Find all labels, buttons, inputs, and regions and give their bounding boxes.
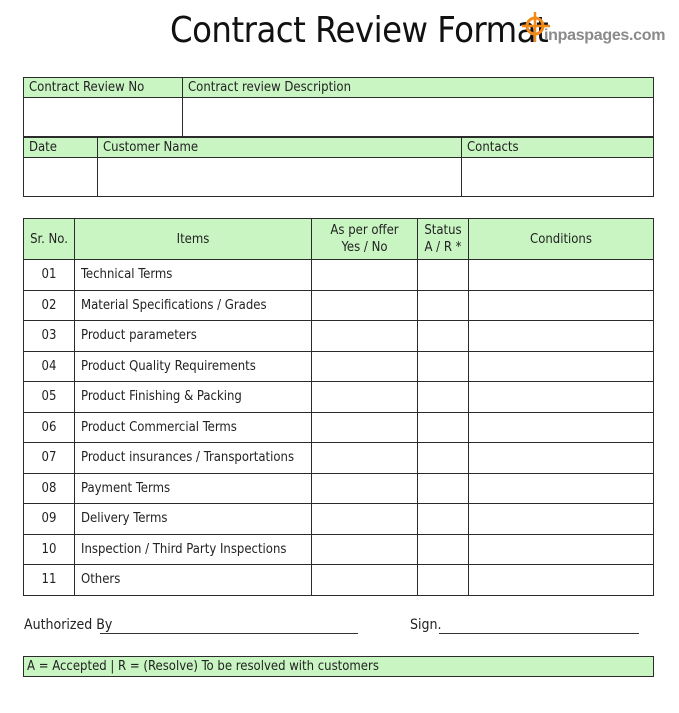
date-field[interactable] — [24, 158, 98, 197]
row-conditions-cell[interactable] — [469, 290, 654, 321]
legend-note — [23, 656, 654, 677]
table-row — [24, 321, 654, 352]
row-item: Delivery Terms — [75, 504, 312, 535]
authorized-by-label: Authorized By — [24, 617, 113, 633]
table-row — [24, 534, 654, 565]
row-item: Product Finishing & Packing — [75, 382, 312, 413]
table-row — [24, 260, 654, 291]
col-status — [418, 219, 469, 260]
row-status-cell[interactable] — [418, 473, 469, 504]
row-sr-no: 02 — [24, 290, 75, 321]
row-as-per-offer-cell[interactable] — [312, 443, 418, 474]
row-as-per-offer-cell[interactable] — [312, 565, 418, 596]
table-row — [24, 473, 654, 504]
sign-line[interactable] — [439, 633, 639, 634]
row-status-cell[interactable] — [418, 321, 469, 352]
row-as-per-offer-cell[interactable] — [312, 504, 418, 535]
row-item: Others — [75, 565, 312, 596]
row-item: Product parameters — [75, 321, 312, 352]
row-status-cell[interactable] — [418, 443, 469, 474]
row-as-per-offer-cell[interactable] — [312, 473, 418, 504]
row-item: Material Specifications / Grades — [75, 290, 312, 321]
row-sr-no: 03 — [24, 321, 75, 352]
row-item: Product insurances / Transportations — [75, 443, 312, 474]
row-conditions-cell[interactable] — [469, 321, 654, 352]
contacts-field[interactable] — [462, 158, 654, 197]
legend-note-text: A = Accepted | R = (Resolve) To be resolved with customers — [27, 659, 379, 674]
row-sr-no: 01 — [24, 260, 75, 291]
row-sr-no: 11 — [24, 565, 75, 596]
row-item: Product Commercial Terms — [75, 412, 312, 443]
row-sr-no: 04 — [24, 351, 75, 382]
row-as-per-offer-cell[interactable] — [312, 260, 418, 291]
date-label: Date — [24, 138, 98, 158]
contract-description-label: Contract review Description — [183, 78, 654, 98]
row-as-per-offer-cell[interactable] — [312, 412, 418, 443]
items-table-header — [24, 219, 654, 260]
row-sr-no: 06 — [24, 412, 75, 443]
row-conditions-cell[interactable] — [469, 382, 654, 413]
row-conditions-cell[interactable] — [469, 412, 654, 443]
row-status-cell[interactable] — [418, 351, 469, 382]
table-row — [24, 443, 654, 474]
contract-review-no-field[interactable] — [24, 98, 183, 137]
row-status-cell[interactable] — [418, 382, 469, 413]
row-as-per-offer-cell[interactable] — [312, 290, 418, 321]
row-as-per-offer-cell[interactable] — [312, 351, 418, 382]
col-conditions: Conditions — [469, 219, 654, 260]
row-status-cell[interactable] — [418, 412, 469, 443]
table-row — [24, 504, 654, 535]
sign-label: Sign. — [410, 617, 442, 633]
row-status-cell[interactable] — [418, 260, 469, 291]
col-items: Items — [75, 219, 312, 260]
row-sr-no: 09 — [24, 504, 75, 535]
row-conditions-cell[interactable] — [469, 565, 654, 596]
authorized-by-line[interactable] — [100, 633, 358, 634]
row-sr-no: 08 — [24, 473, 75, 504]
logo-text: inpaspages.com — [544, 27, 666, 44]
customer-name-label: Customer Name — [98, 138, 462, 158]
table-row — [24, 290, 654, 321]
row-as-per-offer-cell[interactable] — [312, 382, 418, 413]
table-row — [24, 382, 654, 413]
row-status-cell[interactable] — [418, 504, 469, 535]
contract-review-no-label: Contract Review No — [24, 78, 183, 98]
row-sr-no: 10 — [24, 534, 75, 565]
row-conditions-cell[interactable] — [469, 443, 654, 474]
col-sr-no: Sr. No. — [24, 219, 75, 260]
contract-info-table — [23, 77, 654, 137]
page-title: Contract Review Format — [170, 10, 549, 51]
col-as-per-offer — [312, 219, 418, 260]
col-as-per-offer-line2: Yes / No — [341, 240, 388, 255]
table-row — [24, 565, 654, 596]
row-conditions-cell[interactable] — [469, 473, 654, 504]
row-conditions-cell[interactable] — [469, 534, 654, 565]
customer-name-field[interactable] — [98, 158, 462, 197]
row-status-cell[interactable] — [418, 565, 469, 596]
row-sr-no: 05 — [24, 382, 75, 413]
row-conditions-cell[interactable] — [469, 504, 654, 535]
col-status-line2: A / R * — [424, 240, 462, 255]
row-conditions-cell[interactable] — [469, 351, 654, 382]
row-as-per-offer-cell[interactable] — [312, 321, 418, 352]
table-row — [24, 351, 654, 382]
row-item: Payment Terms — [75, 473, 312, 504]
items-table — [23, 218, 654, 596]
contacts-label: Contacts — [462, 138, 654, 158]
row-status-cell[interactable] — [418, 290, 469, 321]
row-item: Product Quality Requirements — [75, 351, 312, 382]
row-item: Inspection / Third Party Inspections — [75, 534, 312, 565]
col-as-per-offer-line1: As per offer — [330, 223, 399, 238]
row-sr-no: 07 — [24, 443, 75, 474]
contract-description-field[interactable] — [183, 98, 654, 137]
row-status-cell[interactable] — [418, 534, 469, 565]
row-as-per-offer-cell[interactable] — [312, 534, 418, 565]
contract-info-table-2 — [23, 137, 654, 197]
col-status-line1: Status — [424, 223, 462, 238]
site-logo — [522, 12, 666, 52]
row-item: Technical Terms — [75, 260, 312, 291]
row-conditions-cell[interactable] — [469, 260, 654, 291]
table-row — [24, 412, 654, 443]
